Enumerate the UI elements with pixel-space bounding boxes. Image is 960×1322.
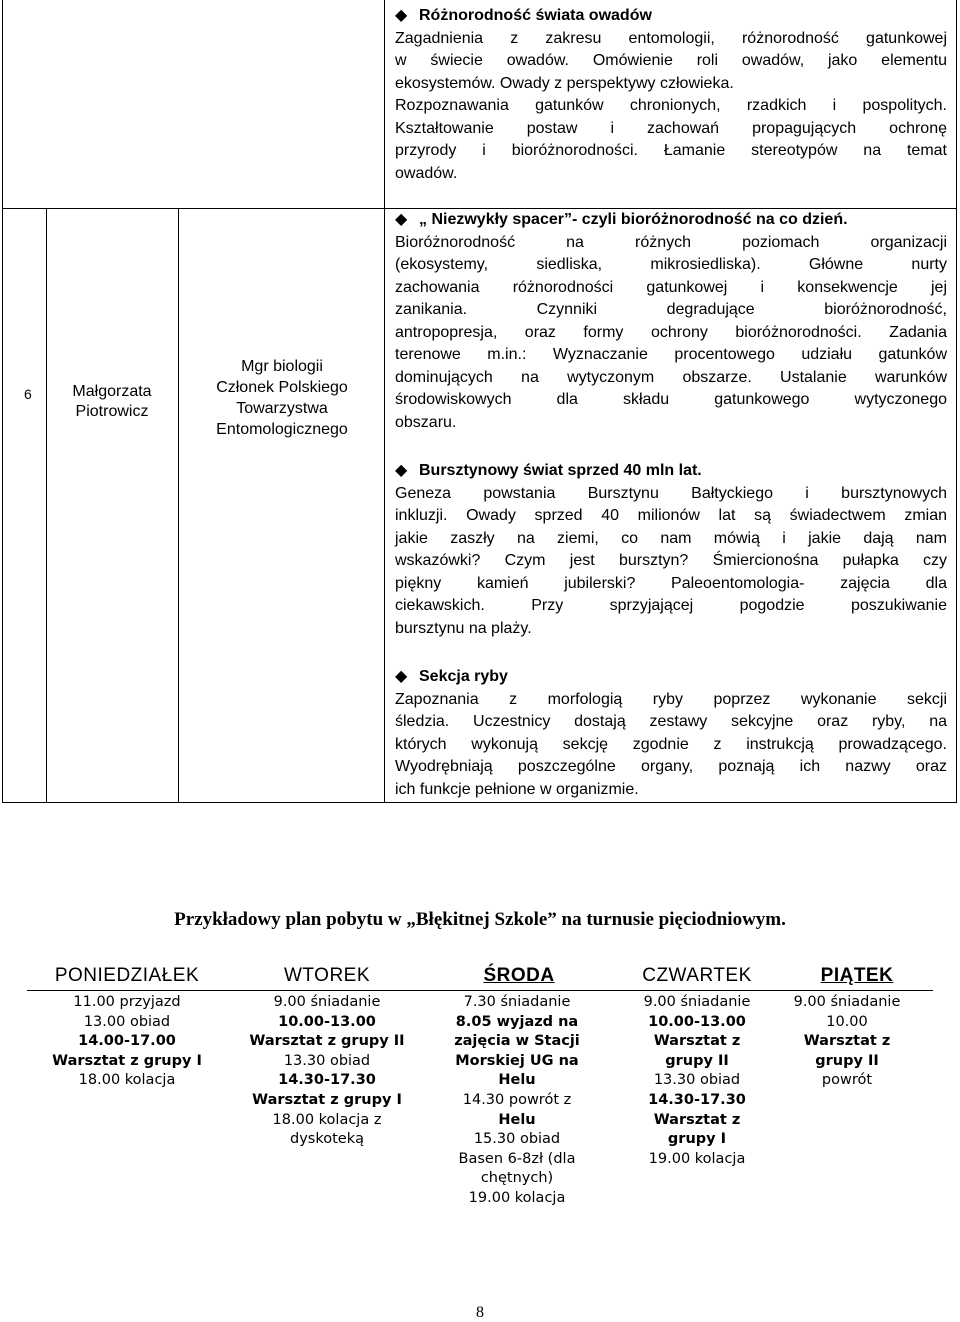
topic-line: ciekawskich. Przy sprzyjającej pogodzie poszukiwanie bbox=[395, 597, 947, 614]
topic-line: terenowe m.in.: Wyznaczanie procentowego udziału gatunków bbox=[395, 346, 947, 363]
topic-heading-text: Sekcja ryby bbox=[419, 668, 508, 685]
plan-entry: 14.30 powrót z bbox=[462, 1091, 572, 1108]
plan-entry: Warsztat z grupy I bbox=[52, 1052, 202, 1069]
topic-line: jakie zaszły na ziemi, co nam mówią i jakie dają nam bbox=[395, 529, 947, 547]
topic-heading bbox=[395, 5, 947, 28]
plan-entry: grupy II bbox=[665, 1052, 729, 1069]
topic-line: obszaru. bbox=[395, 413, 457, 431]
plan-entry: 18.00 kolacja z bbox=[272, 1111, 382, 1128]
plan-entry: 8.05 wyjazd na bbox=[455, 1013, 579, 1030]
plan-entry: 11.00 przyjazd bbox=[73, 994, 181, 1010]
plan-entry: Warsztat z grupy I bbox=[252, 1091, 402, 1108]
plan-entry: 13.30 obiad bbox=[283, 1052, 371, 1069]
topic-line: antropopresja, oraz formy ochrony bioróżnorodności. Zadania bbox=[395, 323, 947, 341]
topic-line: w świecie owadów. Omówienie roli owadów, jako elementu bbox=[395, 52, 947, 69]
plan-entry: 14.30-17.30 bbox=[278, 1072, 376, 1089]
plan-entry: 7.30 śniadanie bbox=[463, 994, 571, 1010]
topic-heading-text: Bursztynowy świat sprzed 40 mln lat. bbox=[419, 462, 702, 479]
topic-block bbox=[395, 5, 947, 185]
day-header-wednesday: ŚRODA bbox=[483, 965, 555, 986]
title-line: Entomologicznego bbox=[216, 421, 348, 438]
topic-block bbox=[395, 209, 947, 434]
table-divider bbox=[384, 0, 385, 802]
plan-entry: 10.00-13.00 bbox=[648, 1013, 746, 1030]
day-header-thursday: CZWARTEK bbox=[642, 965, 752, 986]
table-border-right bbox=[956, 0, 957, 802]
bullet-icon: ◆ bbox=[395, 7, 408, 24]
topic-heading bbox=[395, 209, 947, 232]
plan-entry: 13.30 obiad bbox=[653, 1072, 741, 1089]
topic-line: przyrody i bioróżnorodności. Łamanie stereotypów na temat bbox=[395, 142, 947, 159]
topic-heading bbox=[395, 666, 947, 689]
topic-block bbox=[395, 460, 947, 640]
plan-entry: 10.00-13.00 bbox=[278, 1013, 376, 1030]
topic-line: Zagadnienia z zakresu entomologii, różnorodność gatunkowej bbox=[395, 29, 947, 47]
topic-line: wskazówki? Czym jest bursztyn? Śmiercionośna pułapka czy bbox=[395, 552, 947, 569]
topic-body bbox=[395, 232, 947, 435]
topic-line: Geneza powstania Bursztynu Bałtyckiego i bursztynowych bbox=[395, 484, 947, 502]
topic-heading-text: „ Niezwykły spacer”- czyli bioróżnorodność na co dzień. bbox=[419, 211, 848, 228]
topic-line: ekosystemów. Owady z perspektywy człowieka. bbox=[395, 74, 734, 92]
topic-line: zachowania różnorodności gatunkowej i konsekwencje jej bbox=[395, 278, 947, 296]
table-border-left bbox=[2, 0, 3, 802]
plan-entry: powrót bbox=[821, 1072, 873, 1089]
plan-entry: 10.00 bbox=[826, 1013, 868, 1030]
plan-entry: Basen 6-8zł (dla bbox=[458, 1150, 576, 1167]
topic-line: bursztynu na plaży. bbox=[395, 619, 532, 637]
plan-column-tuesday bbox=[227, 993, 427, 1150]
plan-entry: 14.30-17.30 bbox=[648, 1091, 746, 1108]
plan-column-monday bbox=[27, 993, 227, 1091]
plan-entry: 19.00 kolacja bbox=[648, 1150, 746, 1167]
plan-entry: 9.00 śniadanie bbox=[643, 994, 751, 1010]
plan-column-wednesday bbox=[417, 993, 617, 1209]
plan-entry: grupy II bbox=[815, 1052, 879, 1069]
plan-entry: 13.00 obiad bbox=[83, 1013, 171, 1030]
topic-line: piękny kamień jubilerski? Paleoentomologia- zajęcia dla bbox=[395, 574, 947, 592]
topic-heading-text: Różnorodność świata owadów bbox=[419, 7, 652, 24]
plan-entry: Helu bbox=[498, 1111, 536, 1128]
topic-line: środowiskowych dla składu gatunkowego wytyczonego bbox=[395, 391, 947, 408]
plan-table bbox=[27, 962, 933, 1206]
title-line: Członek Polskiego bbox=[216, 379, 348, 396]
table-divider bbox=[46, 208, 47, 802]
topic-line: ich funkcje pełnione w organizmie. bbox=[395, 780, 639, 798]
instructor-name bbox=[52, 382, 172, 422]
name-line: Piotrowicz bbox=[75, 403, 149, 420]
topic-line: których wykonują sekcję zgodnie z instrukcją prowadzącego. bbox=[395, 735, 947, 753]
topic-line: Wyodrębniają poszczególne organy, poznają ich nazwy oraz bbox=[395, 758, 947, 775]
row-number: 6 bbox=[24, 386, 32, 402]
topic-line: Rozpoznawania gatunków chronionych, rzadkich i pospolitych. bbox=[395, 97, 947, 114]
plan-entry: 19.00 kolacja bbox=[468, 1189, 566, 1206]
table-border-bottom bbox=[2, 802, 957, 803]
plan-entry: grupy I bbox=[667, 1131, 727, 1148]
plan-entry: Warsztat z bbox=[653, 1033, 741, 1050]
topic-line: (ekosystemy, siedliska, mikrosiedliska). Główne nurty bbox=[395, 256, 947, 273]
name-line: Małgorzata bbox=[72, 383, 152, 400]
plan-entry: zajęcia w Stacji bbox=[454, 1033, 580, 1050]
topic-line: inkluzji. Owady sprzed 40 milionów lat są świadectwem zmian bbox=[395, 507, 947, 524]
plan-entry: 14.00-17.00 bbox=[78, 1033, 176, 1050]
topic-line: zanikania. Czynniki degradujące bioróżnorodność, bbox=[395, 301, 947, 318]
title-line: Towarzystwa bbox=[236, 400, 328, 417]
topic-line: Zapoznania z morfologią ryby poprzez wykonanie sekcji bbox=[395, 690, 947, 708]
plan-entry: Helu bbox=[498, 1072, 536, 1089]
topic-block bbox=[395, 666, 947, 801]
bullet-icon: ◆ bbox=[395, 668, 408, 685]
day-header-tuesday: WTOREK bbox=[283, 965, 371, 986]
topic-line: Bioróżnorodność na różnych poziomach organizacji bbox=[395, 233, 947, 251]
topic-line: Kształtowanie postaw i zachowań propagujących ochronę bbox=[395, 119, 947, 137]
bullet-icon: ◆ bbox=[395, 211, 408, 228]
bullet-icon: ◆ bbox=[395, 462, 408, 479]
day-header-monday: PONIEDZIAŁEK bbox=[54, 965, 200, 986]
day-header-friday: PIĄTEK bbox=[820, 965, 894, 986]
title-line: Mgr biologii bbox=[241, 358, 323, 375]
plan-column-friday bbox=[757, 993, 937, 1091]
topic-line: dominujących na wytyczonym obszarze. Ustalanie warunków bbox=[395, 368, 947, 386]
plan-entry: Warsztat z grupy II bbox=[249, 1033, 405, 1050]
topic-body bbox=[395, 28, 947, 186]
topic-line: owadów. bbox=[395, 164, 458, 182]
plan-entry: 9.00 śniadanie bbox=[793, 994, 901, 1010]
plan-entry: 18.00 kolacja bbox=[78, 1072, 176, 1089]
plan-entry: 15.30 obiad bbox=[473, 1131, 561, 1148]
topic-body bbox=[395, 483, 947, 641]
plan-entry: Warsztat z bbox=[803, 1033, 891, 1050]
topic-line: śledzia. Uczestnicy dostają zestawy sekcyjne oraz ryby, na bbox=[395, 713, 947, 730]
plan-entry: Warsztat z bbox=[653, 1111, 741, 1128]
plan-entry: Morskiej UG na bbox=[455, 1052, 579, 1069]
table-divider bbox=[178, 208, 179, 802]
page-number: 8 bbox=[476, 1304, 484, 1321]
plan-entry: chętnych) bbox=[480, 1170, 554, 1187]
topic-body bbox=[395, 689, 947, 802]
topic-heading bbox=[395, 460, 947, 483]
plan-entry: 9.00 śniadanie bbox=[273, 994, 381, 1010]
instructor-title bbox=[186, 356, 378, 440]
plan-caption: Przykładowy plan pobytu w „Błękitnej Szkole” na turnusie pięciodniowym. bbox=[174, 909, 786, 930]
plan-entry: dyskoteką bbox=[290, 1131, 364, 1148]
